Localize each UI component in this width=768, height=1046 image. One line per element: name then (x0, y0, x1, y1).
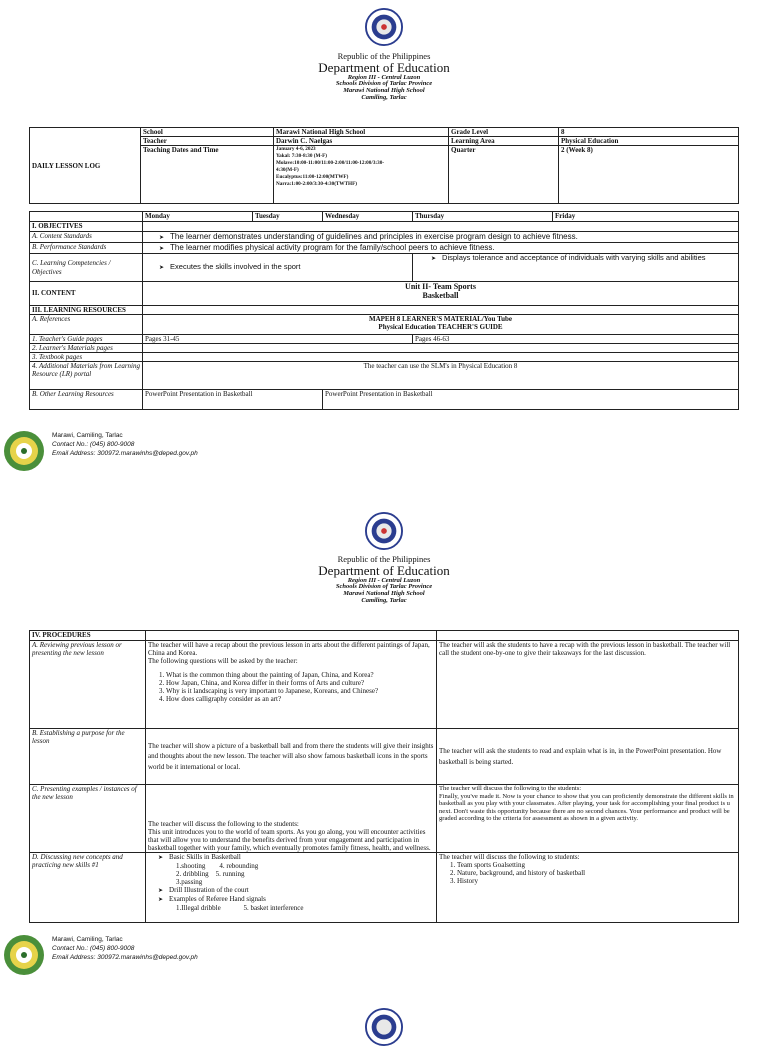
list-item: 1. What is the common thing about the painting of Japan, China, and Korea? (166, 671, 434, 679)
quarter-value: 2 (Week 8) (559, 146, 739, 204)
day-monday: Monday (143, 212, 253, 222)
lr-portal-label: 4. Additional Materials from Learning Resource (LR) portal (30, 362, 143, 390)
procedure-b-label: B. Establishing a purpose for the lesson (30, 729, 146, 785)
town-text: Camiling, Tarlac (361, 597, 407, 604)
references-label: A. References (30, 315, 143, 335)
bullet-arrow-icon (159, 232, 170, 241)
deped-seal-logo (365, 1008, 403, 1046)
grade-label: Grade Level (449, 128, 559, 137)
day-tuesday: Tuesday (253, 212, 323, 222)
list-item: 1. Team sports Goalsetting (457, 861, 736, 869)
resources-heading: III. LEARNING RESOURCES (30, 306, 143, 315)
unit-title: Unit II- Team Sports (405, 282, 476, 291)
department-title: Department of Education (318, 562, 450, 578)
page-header (0, 52, 768, 102)
town-text: Camiling, Tarlac (361, 94, 407, 101)
division-text: Schools Division of Tarlac Province (335, 583, 433, 591)
schedule-line: Yakal: 7:30-8:30 (M-F) (276, 153, 327, 160)
content-standards-text: ➤ The learner demonstrates understanding of guidelines and principles in exercise program design to achieve fitness. (143, 232, 739, 243)
area-value: Physical Education (559, 137, 739, 146)
bullet-arrow-icon (158, 895, 169, 903)
performance-standards-label: B. Performance Standards (30, 243, 143, 254)
footer-contact: Contact No.: (045) 800-9008 (52, 944, 135, 952)
list-item: ➤ Basic Skills in Basketball (158, 853, 434, 862)
deped-seal-logo (365, 8, 403, 46)
schedule-line: January 4-6, 2023 (276, 146, 316, 153)
deped-seal-logo (365, 512, 403, 550)
lm-pages-label: 2. Learner's Materials pages (30, 344, 143, 353)
school-value: Marawi National High School (274, 128, 449, 137)
footer-email: Email Address: 300972.marawinhs@deped.gov.ph (52, 953, 198, 961)
tg-pages-label: 1. Teacher's Guide pages (30, 335, 143, 344)
region-text: Region III - Central Luzon (347, 73, 421, 81)
tg-pages-1: Pages 31-45 (143, 335, 413, 344)
list-item: 2. How Japan, China, and Korea differ in their forms of Arts and culture? (166, 679, 434, 687)
bullet-arrow-icon (158, 886, 169, 894)
day-friday: Friday (553, 212, 739, 222)
schedule-line: Molave:10:00-11:00/11:00-2:00/11:00-12:00/3:30- (276, 160, 385, 167)
department-title: Department of Education (318, 59, 450, 75)
performance-standards-text: ➤ The learner modifies physical activity program for the family/school peers to achieve fitness. (143, 243, 739, 254)
bullet-arrow-icon (159, 262, 170, 271)
list-item: 3. History (457, 877, 736, 885)
procedure-d-right: The teacher will discuss the following to students: 1. Team sports Goalsetting 2. Nature, background, and history of basketball 3. History (437, 853, 739, 923)
competency-1: ➤ Executes the skills involved in the sport (143, 254, 413, 282)
lesson-info-table (29, 127, 739, 204)
region-text: Region III - Central Luzon (347, 576, 421, 584)
list-item: 2. Nature, background, and history of basketball (457, 869, 736, 877)
question-list (166, 671, 434, 703)
tg-pages-2: Pages 46-63 (413, 335, 739, 344)
procedure-a-right: The teacher will ask the students to have a recap with the previous lesson in basketball. The teacher will call the student one-by-one to give their takeaways for the last discussion. (437, 641, 739, 729)
list-item: ➤ Drill Illustration of the court (158, 886, 434, 895)
procedure-c-left: The teacher will discuss the following to the students: This unit introduces you to the world of team sports. As you go along, you will encounter activities that will allow you to understand the benefits derived from your engagement and participation in basketball together with your family, which eventually promotes family fitness, health, and wellness. (146, 785, 437, 853)
list-item: 4. How does calligraphy consider as an art? (166, 695, 434, 703)
school-text: Marawi National High School (343, 590, 425, 598)
list-item: 2. dribbling 5. running (176, 869, 245, 878)
lr-portal-text: The teacher can use the SLM's in Physical Education 8 (143, 362, 739, 390)
republic-text: Republic of the Philippines (337, 554, 431, 564)
teacher-value: Darwin C. Naelgas (274, 137, 449, 146)
unit-topic: Basketball (422, 291, 459, 301)
footer-contact: Contact No.: (045) 800-9008 (52, 440, 135, 448)
objectives-heading: I. OBJECTIVES (30, 222, 143, 232)
procedure-c-label: C. Presenting examples / instances of the new lesson (30, 785, 146, 853)
procedure-c-right: The teacher will discuss the following to the students: Finally, you've made it. Now is your chance to show that you can proficiently demonstrate the different skills in basketball as you play with your classmates. After playing, your task for accomplishing your final product is u next. Don't waste this opportunity because there are no second chances. Your performance and product will be graded according to the criteria for assessment as shown in a given activity. (437, 785, 739, 853)
school-label: School (141, 128, 274, 137)
list-item: 3. Why is it landscaping is very important to Japanese, Koreans, and Chinese? (166, 687, 434, 695)
other-resource-1: PowerPoint Presentation in Basketball (143, 390, 323, 410)
list-item: ➤ Examples of Referee Hand signals (158, 895, 434, 904)
dates-schedule (274, 146, 449, 204)
schedule-line: 4:30(M-F) (276, 167, 299, 174)
quarter-label: Quarter (449, 146, 559, 204)
school-seal-logo (2, 430, 46, 472)
division-text: Schools Division of Tarlac Province (335, 80, 433, 88)
area-label: Learning Area (449, 137, 559, 146)
bullet-arrow-icon (431, 253, 442, 262)
procedure-d-label: D. Discussing new concepts and practicing new skills #1 (30, 853, 146, 923)
procedures-table (29, 630, 739, 923)
other-resource-2: PowerPoint Presentation in Basketball (323, 390, 739, 410)
list-item: 1.Illegal dribble 5. basket interference (176, 903, 304, 912)
day-thursday: Thursday (413, 212, 553, 222)
school-text: Marawi National High School (343, 87, 425, 95)
competencies-label: C. Learning Competencies / Objectives (30, 254, 143, 282)
competency-2: ➤ Displays tolerance and acceptance of individuals with varying skills and abilities (413, 254, 739, 282)
list-item: 3.passing (176, 877, 203, 886)
procedure-a-label: A. Reviewing previous lesson or presenting the new lesson (30, 641, 146, 729)
republic-text: Republic of the Philippines (337, 51, 431, 61)
procedure-a-left: The teacher will have a recap about the previous lesson in arts about the different paintings of Japan, China and Korea. The following questions will be asked by the teacher: 1. What is the common thing about the painting of Japan, China, and Korea? 2. How Japan, China, and Korea differ in their forms of Arts and culture? 3. Why is it landscaping is very important to Japanese, Koreans, and Chinese? 4. How does calligraphy consider as an art? (146, 641, 437, 729)
content-standards-label: A. Content Standards (30, 232, 143, 243)
procedure-b-left: The teacher will show a picture of a basketball ball and from there the students will give their insights and thoughts about the new lesson. The teacher will also show famous basketball icons in the sports world be it international or local. (146, 729, 437, 785)
content-unit (143, 282, 739, 306)
procedure-d-left (146, 853, 437, 923)
page-footer (0, 934, 300, 976)
page-footer (0, 430, 300, 472)
footer-address: Marawi, Camiling, Tarlac (52, 936, 123, 943)
schedule-line: Eucalyptus:11:00-12:00(MTWF) (276, 174, 349, 181)
teacher-label: Teacher (141, 137, 274, 146)
procedure-b-right: The teacher will ask the students to read and explain what is in, in the PowerPoint presentation. How basketball is being started. (437, 729, 739, 785)
dates-label: Teaching Dates and Time (141, 146, 274, 204)
page-header (0, 555, 768, 605)
grade-value: 8 (559, 128, 739, 137)
footer-address: Marawi, Camiling, Tarlac (52, 432, 123, 439)
daily-lesson-log-title: DAILY LESSON LOG (30, 128, 141, 204)
footer-email: Email Address: 300972.marawinhs@deped.gov.ph (52, 449, 198, 457)
day-wednesday: Wednesday (323, 212, 413, 222)
list-item: 1.shooting 4. rebounding (176, 861, 259, 870)
content-heading: II. CONTENT (30, 282, 143, 306)
bullet-arrow-icon (159, 243, 170, 252)
schedule-line: Narra:1:00-2:00/3:30-4:30(TWTHF) (276, 181, 357, 188)
textbook-pages-label: 3. Textbook pages (30, 353, 143, 362)
references-text: MAPEH 8 LEARNER'S MATERIAL/You Tube Physical Education TEACHER'S GUIDE (143, 315, 739, 335)
procedures-heading: IV. PROCEDURES (30, 631, 146, 641)
school-seal-logo (2, 934, 46, 976)
objectives-table (29, 211, 739, 410)
bullet-arrow-icon (158, 853, 169, 861)
other-resources-label: B. Other Learning Resources (30, 390, 143, 410)
